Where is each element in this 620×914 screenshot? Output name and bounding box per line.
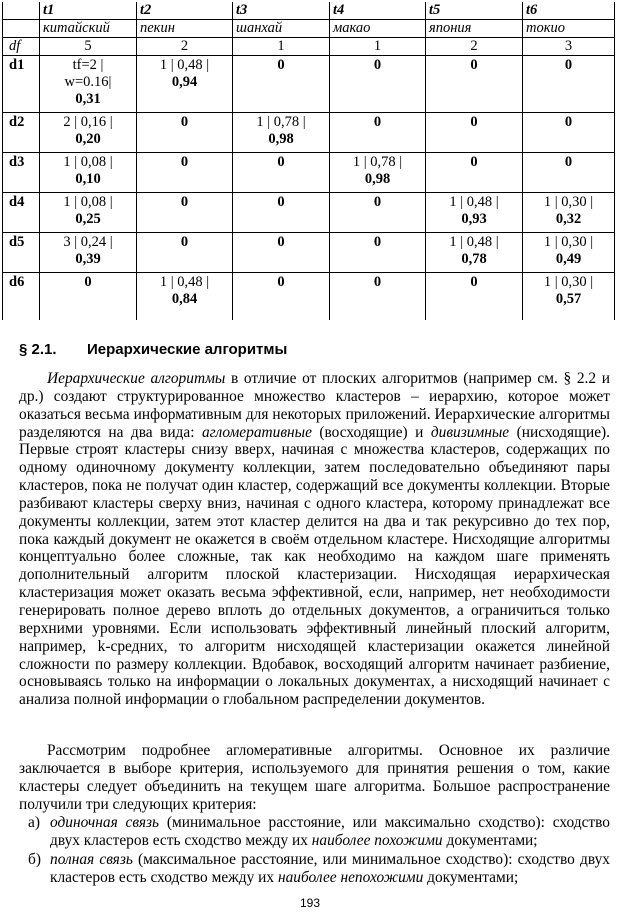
table-cell xyxy=(426,273,523,321)
weight-value: 0 xyxy=(373,194,382,210)
column-header: t5 xyxy=(426,2,523,20)
term-name: китайский xyxy=(40,20,137,38)
weight-value: 0,10 xyxy=(75,171,101,187)
table-cell xyxy=(426,56,523,113)
df-cell: 3 xyxy=(523,38,615,56)
table-cell xyxy=(330,273,426,321)
doc-id: d1 xyxy=(3,56,40,113)
table-cell xyxy=(523,113,615,153)
weight-value: 0 xyxy=(470,154,478,170)
tf-value: 2 | 0,16 | xyxy=(63,114,113,130)
table-row xyxy=(3,153,615,193)
italic-term: наиболее непохожими xyxy=(277,868,424,886)
weight-value: 0 xyxy=(470,114,478,130)
italic-term: наиболее похожими xyxy=(311,831,443,849)
table-cell xyxy=(233,273,330,321)
table-row xyxy=(3,193,615,233)
text-run: (нисходящие). Первые строят кластеры снизу вверх, начиная с множества кластеров, содержащих по одному одиночному документу коллекции, затем последовательно объединяют пары кластеров, пока не получат один кластер, содержащий все документы коллекции. Вторые разбивают кластеры сверху вниз, начиная с одного кластера, которому принадлежат все документы коллекции, затем этот кластер делится на два и так рекурсивно до тех пор, пока каждый документ не окажется в своём отдельном кластере. Нисходящие алгоритмы концептуально более сложные, так как необходимо на каждом шаге применять дополнительный алгоритм плоской кластеризации. Нисходящая иерархическая кластеризация может оказать весьма эффективной, если, например, нет необходимости генерировать полное дерево вплоть до отдельных документов, а ограничиться только верхними уровнями. Если использовать эффективный линейный плоский алгоритм, например, k-средних, то алгоритм нисходящей кластеризации окажется линейной сложности по размеру коллекции. Вдобавок, восходящий алгоритм начинает разбиение, основываясь только на информации о локальных документах, а нисходящий начинает с анализа полной информации о глобальном распределении документов. xyxy=(19,423,610,709)
list-text xyxy=(28,814,610,850)
df-label: df xyxy=(3,38,40,56)
weight-value: 0 xyxy=(373,57,382,73)
section-heading xyxy=(19,341,287,358)
tf-value: 1 | 0,48 | xyxy=(159,274,210,290)
weight-value: 0 xyxy=(180,234,189,250)
weight-value: 0,93 xyxy=(461,211,487,227)
table-cell xyxy=(426,193,523,233)
tf-value: w=0.16| xyxy=(64,74,112,90)
section-title: Иерархические алгоритмы xyxy=(87,341,288,358)
table-cell xyxy=(233,153,330,193)
section-number: § 2.1. xyxy=(19,341,57,358)
table-cell xyxy=(233,193,330,233)
italic-term: дивизимные xyxy=(430,423,510,441)
list-item-single-link xyxy=(28,814,610,850)
tf-idf-table xyxy=(2,2,615,320)
weight-value: 0,98 xyxy=(364,171,391,187)
corner-cell xyxy=(3,20,40,38)
paragraph-agglomerative: Рассмотрим подробнее агломеративные алгоритмы. Основное их различие заключается в выборе критерия, используемого для принятия решения о том, какие кластеры следует объединить на текущем шаге алгоритма. Большое распространение получили три следующих критерия: xyxy=(19,742,610,813)
table-cell xyxy=(426,153,523,193)
page-number: 193 xyxy=(299,896,321,910)
table-cell xyxy=(330,113,426,153)
table-cell xyxy=(233,233,330,273)
table-row xyxy=(3,113,615,153)
df-cell: 2 xyxy=(137,38,233,56)
text-run: документами; xyxy=(423,868,519,886)
weight-value: 0 xyxy=(277,154,285,170)
table-cell xyxy=(233,56,330,113)
text-run: (максимальное расстояние, или минимальное сходство): сходство двух кластеров есть сходство между их xyxy=(50,851,610,886)
df-cell: 2 xyxy=(426,38,523,56)
text-run: документами; xyxy=(442,831,538,849)
column-header: t3 xyxy=(233,2,330,20)
term-name: токио xyxy=(523,20,615,38)
table-cell xyxy=(330,153,426,193)
weight-value: 0,20 xyxy=(75,131,101,147)
tf-value: 1 | 0,08 | xyxy=(63,154,113,170)
doc-id: d4 xyxy=(3,193,40,233)
header-row xyxy=(3,2,615,20)
weight-value: 0 xyxy=(180,194,189,210)
weight-value: 0 xyxy=(373,234,382,250)
table-cell xyxy=(523,193,615,233)
table-row xyxy=(3,233,615,273)
weight-value: 0 xyxy=(373,114,382,130)
weight-value: 0,57 xyxy=(555,291,582,307)
table-cell xyxy=(523,273,615,321)
list-item-complete-link xyxy=(28,851,610,887)
table-cell xyxy=(40,273,137,321)
text-run: (восходящие) и xyxy=(311,423,431,441)
weight-value: 0 xyxy=(180,114,189,130)
tf-value: 1 | 0,48 | xyxy=(449,234,499,250)
italic-term: Иерархические алгоритмы xyxy=(47,370,226,387)
corner-cell xyxy=(3,2,40,20)
italic-term: полная связь xyxy=(50,851,133,868)
table-cell xyxy=(426,233,523,273)
table-cell xyxy=(40,193,137,233)
list-text xyxy=(28,851,610,887)
tf-value: 1 | 0,08 | xyxy=(63,194,113,210)
table-cell xyxy=(137,233,233,273)
weight-value: 0,39 xyxy=(75,251,101,267)
table-cell xyxy=(40,56,137,113)
tf-value: 1 | 0,30 | xyxy=(543,194,594,210)
column-header: t1 xyxy=(40,2,137,20)
table-cell xyxy=(426,113,523,153)
table-row xyxy=(3,56,615,113)
weight-value: 0,32 xyxy=(555,211,582,227)
weight-value: 0 xyxy=(180,154,189,170)
table-cell xyxy=(523,233,615,273)
table-cell xyxy=(330,193,426,233)
weight-value: 0 xyxy=(277,57,285,73)
weight-value: 0,98 xyxy=(268,131,294,147)
text-run: (минимальное расстояние, или максимально сходство): сходство двух кластеров есть сходство между их xyxy=(50,814,610,849)
weight-value: 0,84 xyxy=(171,291,198,307)
tf-value: 1 | 0,30 | xyxy=(543,234,594,250)
weight-value: 0,49 xyxy=(555,251,582,267)
table-cell xyxy=(137,56,233,113)
doc-id: d2 xyxy=(3,113,40,153)
weight-value: 0 xyxy=(373,274,382,290)
weight-value: 0,94 xyxy=(171,74,198,90)
df-cell: 1 xyxy=(233,38,330,56)
table-cell xyxy=(523,56,615,113)
table-cell xyxy=(40,233,137,273)
text-run: в отличие от плоских алгоритмов (например см. § 2.2 и др.) создают структурированное множество кластеров – иерархию, которое может оказаться весьма информативным для некоторых приложений. Иерархические алгоритмы разделяются на два вида: xyxy=(19,370,610,441)
df-row xyxy=(3,38,615,56)
italic-term: агломеративные xyxy=(201,423,312,441)
df-cell: 1 xyxy=(330,38,426,56)
tf-value: 1 | 0,48 | xyxy=(159,57,210,73)
doc-id: d3 xyxy=(3,153,40,193)
tf-value: tf=2 | xyxy=(72,57,104,73)
table-cell xyxy=(40,153,137,193)
table-cell xyxy=(330,233,426,273)
tf-value: 3 | 0,24 | xyxy=(63,234,113,250)
term-names-row xyxy=(3,20,615,38)
tf-value: 1 | 0,30 | xyxy=(543,274,594,290)
weight-value: 0 xyxy=(564,114,573,130)
list-label: б) xyxy=(28,851,41,868)
doc-id: d6 xyxy=(3,273,40,321)
tf-value: 1 | 0,78 | xyxy=(256,114,306,130)
df-cell: 5 xyxy=(40,38,137,56)
paragraph-hierarchical-intro xyxy=(19,370,610,709)
column-header: t2 xyxy=(137,2,233,20)
weight-value: 0 xyxy=(564,57,573,73)
table-cell xyxy=(137,273,233,321)
weight-value: 0,78 xyxy=(461,251,487,267)
weight-value: 0 xyxy=(564,154,573,170)
term-name: макао xyxy=(330,20,426,38)
table-cell xyxy=(523,153,615,193)
list-label: а) xyxy=(28,814,40,831)
tf-value: 1 | 0,48 | xyxy=(449,194,499,210)
weight-value: 0 xyxy=(277,234,285,250)
doc-id: d5 xyxy=(3,233,40,273)
weight-value: 0,25 xyxy=(75,211,101,227)
term-name: япония xyxy=(426,20,523,38)
weight-value: 0,31 xyxy=(75,91,101,107)
weight-value: 0 xyxy=(84,274,92,290)
table-cell xyxy=(137,153,233,193)
weight-value: 0 xyxy=(470,57,478,73)
table-cell xyxy=(137,193,233,233)
weight-value: 0 xyxy=(277,194,285,210)
table-cell xyxy=(233,113,330,153)
table-cell xyxy=(40,113,137,153)
column-header: t4 xyxy=(330,2,426,20)
table-cell xyxy=(330,56,426,113)
table-row xyxy=(3,273,615,321)
term-name: пекин xyxy=(137,20,233,38)
table-cell xyxy=(137,113,233,153)
weight-value: 0 xyxy=(277,274,285,290)
weight-value: 0 xyxy=(470,274,478,290)
column-header: t6 xyxy=(523,2,615,20)
tf-value: 1 | 0,78 | xyxy=(352,154,403,170)
term-name: шанхай xyxy=(233,20,330,38)
italic-term: одиночная связь xyxy=(50,814,160,831)
